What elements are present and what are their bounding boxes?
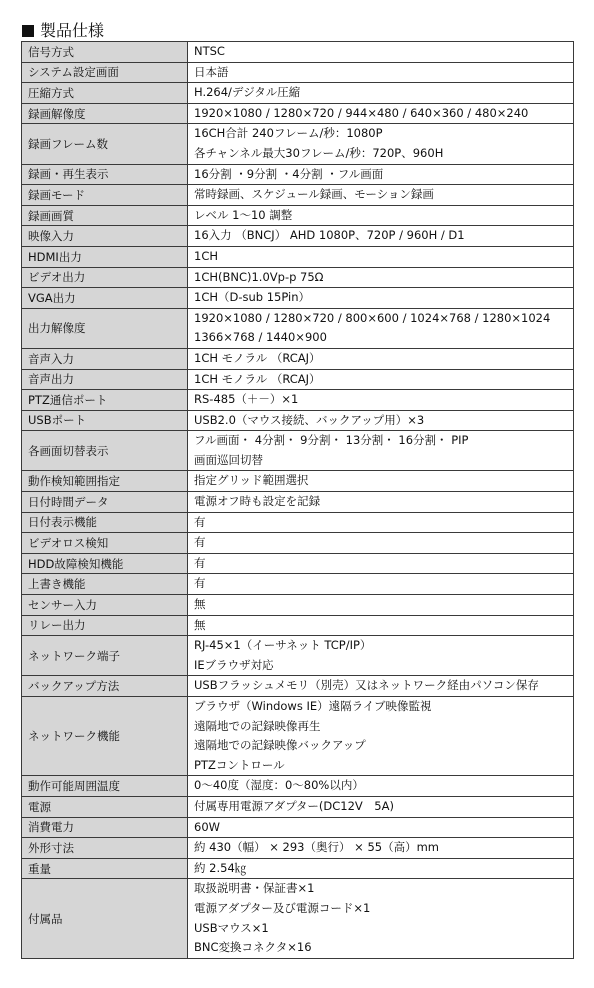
spec-row [22, 858, 574, 879]
spec-row [22, 267, 574, 288]
spec-table [21, 41, 574, 959]
spec-label: 映像入力 [22, 226, 188, 247]
spec-label: 動作可能周囲温度 [22, 776, 188, 797]
page-title-text: 製品仕様 [40, 21, 105, 40]
spec-value [188, 817, 574, 838]
spec-value [188, 858, 574, 879]
spec-value-line: USB2.0（マウス接続、バックアップ用）×3 [194, 412, 425, 427]
spec-value-line: 有 [194, 535, 206, 550]
spec-row [22, 205, 574, 226]
spec-label: センサー入力 [22, 595, 188, 616]
spec-row [22, 553, 574, 574]
spec-row [22, 390, 574, 411]
spec-value [188, 697, 574, 776]
spec-value-line: フル画面・ 4分割・ 9分割・ 13分割・ 16分割・ PIP [194, 433, 469, 448]
spec-value-line: 1CH モノラル （RCAJ） [194, 371, 321, 386]
spec-value [188, 205, 574, 226]
spec-value [188, 776, 574, 797]
spec-value-line: 1CH [194, 248, 218, 263]
spec-value [188, 410, 574, 431]
spec-row [22, 676, 574, 697]
spec-row [22, 42, 574, 63]
spec-label: 消費電力 [22, 817, 188, 838]
spec-label: HDD故障検知機能 [22, 553, 188, 574]
spec-value [188, 838, 574, 859]
spec-value-line: H.264/デジタル圧縮 [194, 85, 301, 100]
spec-value-line: 16分割 ・9分割 ・4分割 ・フル画面 [194, 166, 384, 181]
spec-label: USBポート [22, 410, 188, 431]
spec-row [22, 288, 574, 309]
spec-value-line: 電源オフ時も設定を記録 [194, 494, 321, 509]
spec-value [188, 288, 574, 309]
spec-value-line: 無 [194, 617, 206, 632]
spec-label: 音声出力 [22, 369, 188, 390]
spec-row [22, 431, 574, 471]
spec-label: 動作検知範囲指定 [22, 471, 188, 492]
spec-row [22, 83, 574, 104]
spec-row [22, 246, 574, 267]
spec-value-line: 各チャンネル最大30フレーム/秒：720P、960H [194, 145, 444, 160]
spec-value-line: 遠隔地での記録映像バックアップ [194, 738, 366, 753]
spec-row [22, 512, 574, 533]
spec-value-line: 約 430（幅） × 293（奥行） × 55（高）mm [194, 840, 439, 855]
spec-value-line: レベル 1〜10 調整 [194, 207, 293, 222]
spec-value [188, 492, 574, 513]
spec-value [188, 348, 574, 369]
spec-row [22, 796, 574, 817]
spec-row [22, 533, 574, 554]
spec-value [188, 390, 574, 411]
spec-label: 録画フレーム数 [22, 124, 188, 164]
spec-value-line: 1CH モノラル （RCAJ） [194, 350, 321, 365]
spec-label: 録画画質 [22, 205, 188, 226]
spec-label: PTZ通信ポート [22, 390, 188, 411]
spec-row [22, 410, 574, 431]
spec-value [188, 246, 574, 267]
spec-row [22, 817, 574, 838]
spec-label: ネットワーク端子 [22, 636, 188, 676]
spec-row [22, 103, 574, 124]
spec-label: リレー出力 [22, 615, 188, 636]
spec-value-line: PTZコントロール [194, 757, 285, 772]
spec-value-line: 電源アダプター及び電源コード×1 [194, 900, 371, 915]
spec-label: 重量 [22, 858, 188, 879]
spec-value-line: 遠隔地での記録映像再生 [194, 718, 321, 733]
spec-value [188, 103, 574, 124]
spec-value-line: 無 [194, 597, 206, 612]
spec-label: 上書き機能 [22, 574, 188, 595]
spec-label: 日付時間データ [22, 492, 188, 513]
spec-value-line: 1CH（D-sub 15Pin） [194, 290, 311, 305]
spec-value-line: RJ-45×1（イーサネット TCP/IP） [194, 638, 372, 653]
spec-value [188, 226, 574, 247]
spec-value-line: NTSC [194, 44, 225, 58]
spec-value-line: IEブラウザ対応 [194, 657, 274, 672]
spec-row [22, 776, 574, 797]
spec-value [188, 369, 574, 390]
spec-row [22, 636, 574, 676]
spec-value [188, 879, 574, 958]
spec-row [22, 226, 574, 247]
spec-label: HDMI出力 [22, 246, 188, 267]
spec-label: 録画・再生表示 [22, 164, 188, 185]
spec-label: 付属品 [22, 879, 188, 958]
spec-value [188, 676, 574, 697]
spec-value-line: 1366×768 / 1440×900 [194, 330, 327, 345]
spec-label: バックアップ方法 [22, 676, 188, 697]
spec-label: 録画モード [22, 185, 188, 206]
spec-row [22, 492, 574, 513]
spec-row [22, 369, 574, 390]
spec-label: 圧縮方式 [22, 83, 188, 104]
spec-row [22, 308, 574, 348]
spec-value-line: 約 2.54㎏ [194, 860, 247, 875]
spec-value-line: 取扱説明書・保証書×1 [194, 881, 315, 896]
spec-value-line: 1CH(BNC)1.0Vp-p 75Ω [194, 269, 324, 284]
spec-value-line: 常時録画、スケジュール録画、モーション録画 [194, 187, 434, 202]
spec-value [188, 431, 574, 471]
spec-value-line: USBマウス×1 [194, 920, 269, 935]
spec-row [22, 574, 574, 595]
spec-value [188, 267, 574, 288]
spec-row [22, 185, 574, 206]
spec-value [188, 533, 574, 554]
spec-value [188, 62, 574, 83]
spec-row [22, 124, 574, 164]
spec-value [188, 574, 574, 595]
spec-label: 電源 [22, 796, 188, 817]
spec-value [188, 83, 574, 104]
spec-row [22, 348, 574, 369]
spec-value-line: 有 [194, 555, 206, 570]
spec-label: ネットワーク機能 [22, 697, 188, 776]
spec-value-line: 付属専用電源アダプター(DC12V 5A) [194, 798, 394, 813]
spec-row [22, 471, 574, 492]
spec-row [22, 164, 574, 185]
spec-value-line: 有 [194, 576, 206, 591]
spec-value [188, 553, 574, 574]
spec-value-line: 16入力 （BNCJ） AHD 1080P、720P / 960H / D1 [194, 228, 465, 243]
spec-row [22, 62, 574, 83]
spec-label: 外形寸法 [22, 838, 188, 859]
spec-value-line: 画面巡回切替 [194, 452, 263, 467]
spec-value-line: 指定グリッド範囲選択 [194, 473, 309, 488]
spec-value [188, 796, 574, 817]
spec-label: 出力解像度 [22, 308, 188, 348]
spec-row [22, 697, 574, 776]
spec-table-body [22, 42, 574, 959]
spec-value-line: 0〜40度（湿度：0〜80%以内） [194, 778, 364, 793]
spec-label: 日付表示機能 [22, 512, 188, 533]
spec-value [188, 164, 574, 185]
square-bullet-icon [22, 25, 34, 37]
spec-value [188, 124, 574, 164]
spec-value-line: 日本語 [194, 64, 229, 79]
spec-label: 音声入力 [22, 348, 188, 369]
spec-value-line: 60W [194, 819, 221, 834]
spec-value-line: 1920×1080 / 1280×720 / 800×600 / 1024×768 / 1280×1024 [194, 310, 551, 325]
spec-value-line: USBフラッシュメモリ（別売）又はネットワーク経由パソコン保存 [194, 678, 539, 693]
spec-label: 各画面切替表示 [22, 431, 188, 471]
spec-row [22, 615, 574, 636]
spec-value [188, 185, 574, 206]
spec-value-line: BNC変換コネクタ×16 [194, 940, 312, 955]
spec-label: ビデオ出力 [22, 267, 188, 288]
spec-value [188, 636, 574, 676]
page-title [22, 20, 104, 42]
spec-label: 信号方式 [22, 42, 188, 63]
spec-value-line: 有 [194, 514, 206, 529]
spec-row [22, 595, 574, 616]
spec-value [188, 615, 574, 636]
spec-row [22, 838, 574, 859]
spec-label: 録画解像度 [22, 103, 188, 124]
spec-value-line: 1920×1080 / 1280×720 / 944×480 / 640×360 / 480×240 [194, 105, 529, 120]
spec-value [188, 595, 574, 616]
spec-value [188, 471, 574, 492]
spec-value-line: RS-485（＋－）×1 [194, 392, 299, 407]
spec-label: VGA出力 [22, 288, 188, 309]
spec-label: システム設定画面 [22, 62, 188, 83]
spec-row [22, 879, 574, 958]
spec-value-line: 16CH合計 240フレーム/秒：1080P [194, 126, 383, 141]
spec-value [188, 308, 574, 348]
spec-value [188, 512, 574, 533]
spec-label: ビデオロス検知 [22, 533, 188, 554]
spec-value [188, 42, 574, 63]
spec-value-line: ブラウザ（Windows IE）遠隔ライブ映像監視 [194, 699, 432, 713]
